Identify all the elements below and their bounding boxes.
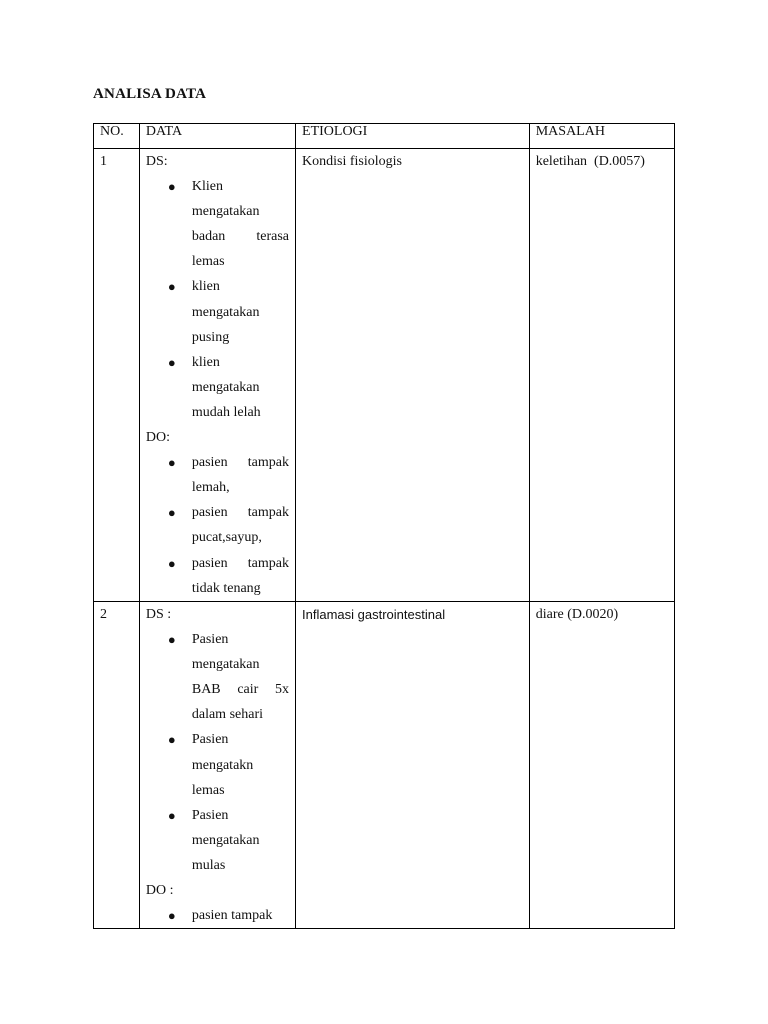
- list-item: ● pasien tampak pucat,sayup,: [146, 500, 289, 550]
- do-list: [146, 450, 289, 601]
- bullet-icon: ●: [167, 908, 176, 924]
- list-item: ● pasien tampak: [146, 903, 289, 928]
- row-number: 1: [94, 149, 140, 602]
- header-etiologi: ETIOLOGI: [296, 124, 530, 149]
- bullet-icon: ●: [167, 455, 176, 471]
- data-cell: [139, 602, 295, 929]
- bullet-icon: ●: [167, 632, 176, 648]
- list-item: ● klien mengatakan pusing: [146, 274, 289, 349]
- ds-list: [146, 627, 289, 878]
- masalah-cell: keletihan (D.0057): [529, 149, 674, 602]
- do-label: DO :: [145, 883, 174, 899]
- ds-list: [146, 174, 289, 425]
- bullet-icon: ●: [167, 807, 176, 823]
- do-list: [146, 903, 289, 928]
- bullet-icon: ●: [167, 555, 176, 571]
- table-row: [94, 149, 675, 602]
- etiologi-cell: Inflamasi gastrointestinal: [296, 602, 530, 929]
- list-item: ● pasien tampak lemah,: [146, 450, 289, 500]
- document-title: ANALISA DATA: [93, 86, 207, 102]
- bullet-icon: ●: [167, 505, 176, 521]
- bullet-icon: ●: [167, 279, 176, 295]
- analysis-table: [93, 123, 675, 929]
- bullet-icon: ●: [167, 732, 176, 748]
- list-item: ● pasien tampak tidak tenang: [146, 551, 289, 601]
- header-no: NO.: [94, 124, 140, 149]
- list-item: ● Pasien mengatakan mulas: [146, 803, 289, 878]
- bullet-icon: ●: [167, 354, 176, 370]
- list-item: ● Pasien mengatakn lemas: [146, 727, 289, 802]
- etiologi-cell: Kondisi fisiologis: [296, 149, 530, 602]
- header-masalah: MASALAH: [529, 124, 674, 149]
- table-row: [94, 602, 675, 929]
- header-data: DATA: [139, 124, 295, 149]
- do-label: DO:: [145, 430, 170, 446]
- masalah-cell: diare (D.0020): [529, 602, 674, 929]
- list-item: ● Klien mengatakan badan terasa lemas: [146, 174, 289, 274]
- table-header-row: [94, 124, 675, 149]
- list-item: ● klien mengatakan mudah lelah: [146, 350, 289, 425]
- bullet-icon: ●: [167, 179, 176, 195]
- data-cell: [139, 149, 295, 602]
- ds-label: DS :: [145, 607, 172, 622]
- list-item: ● Pasien mengatakan BAB cair 5x dalam sehari: [146, 627, 289, 727]
- ds-label: DS:: [145, 154, 168, 169]
- row-number: 2: [94, 602, 140, 929]
